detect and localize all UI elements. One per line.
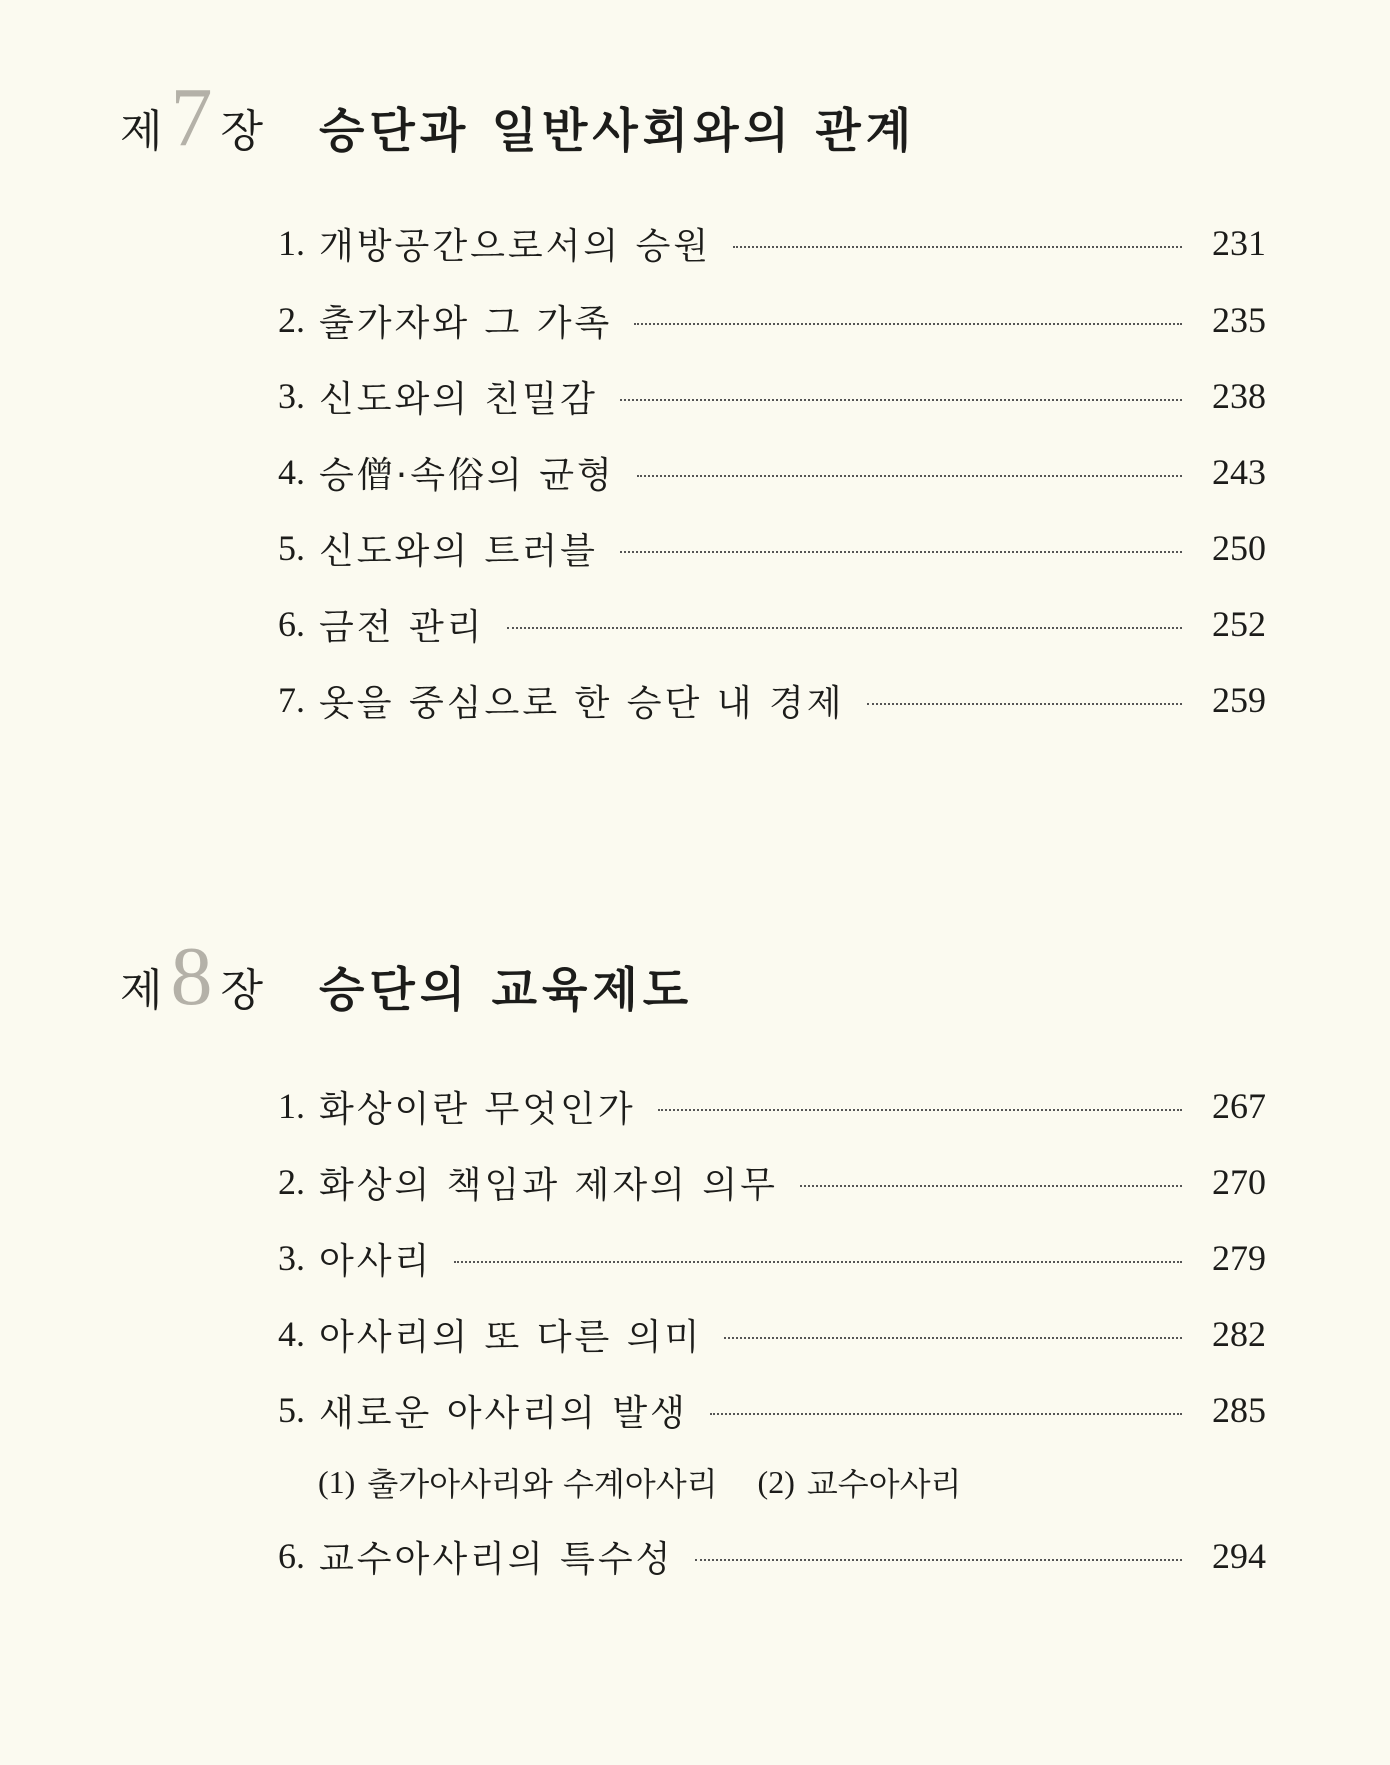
chapter-suffix: 장: [220, 965, 264, 1016]
entry-page: 238: [1212, 376, 1266, 416]
entry-title: 출가자와 그 가족: [319, 302, 613, 344]
entry-page: 294: [1212, 1536, 1266, 1576]
entry-page: 250: [1212, 528, 1266, 568]
entry-page: 259: [1212, 680, 1266, 720]
entry-number: 5.: [278, 528, 305, 568]
toc-entry[interactable]: [278, 599, 1266, 649]
entry-number: 3.: [278, 376, 305, 416]
entry-title: 개방공간으로서의 승원: [319, 225, 712, 267]
toc-entry[interactable]: [278, 1157, 1266, 1207]
chapter-title: 승단의 교육제도: [319, 962, 694, 1018]
dot-leader: [733, 246, 1182, 248]
subentry-number: (1): [318, 1463, 356, 1500]
toc-entry[interactable]: [278, 218, 1266, 268]
toc-entry[interactable]: [278, 371, 1266, 421]
entry-page: 252: [1212, 604, 1266, 644]
dot-leader: [507, 627, 1182, 629]
entry-number: 1.: [278, 223, 305, 263]
dot-leader: [710, 1413, 1182, 1415]
toc-entry[interactable]: [278, 1531, 1266, 1581]
chapter-number: 8: [170, 930, 213, 1023]
subentry-title[interactable]: 출가아사리와 수계아사리: [367, 1465, 718, 1503]
chapter-prefix: 제: [120, 965, 163, 1016]
toc-entry[interactable]: [278, 1081, 1266, 1131]
entry-title: 아사리: [319, 1240, 433, 1282]
dot-leader: [695, 1559, 1182, 1561]
entry-page: 231: [1212, 223, 1266, 263]
dot-leader: [724, 1337, 1182, 1339]
toc-entry[interactable]: [278, 1309, 1266, 1359]
chapter-8-heading: [120, 931, 693, 1041]
dot-leader: [454, 1261, 1182, 1263]
entry-number: 4.: [278, 1314, 305, 1354]
entry-page: 243: [1212, 452, 1266, 492]
dot-leader: [800, 1185, 1182, 1187]
toc-entry[interactable]: [278, 1385, 1266, 1435]
entry-page: 235: [1212, 300, 1266, 340]
toc-entry[interactable]: [278, 447, 1266, 497]
entry-page: 267: [1212, 1086, 1266, 1126]
chapter-suffix: 장: [220, 106, 264, 157]
entry-number: 1.: [278, 1086, 305, 1126]
subentry-number: (2): [757, 1463, 795, 1500]
dot-leader: [637, 475, 1182, 477]
entry-number: 7.: [278, 680, 305, 720]
entry-title: 승僧·속俗의 균형: [319, 454, 615, 496]
entry-title: 새로운 아사리의 발생: [319, 1392, 688, 1434]
entry-title: 화상이란 무엇인가: [319, 1088, 636, 1130]
entry-number: 6.: [278, 604, 305, 644]
entry-number: 3.: [278, 1238, 305, 1278]
dot-leader: [634, 323, 1182, 325]
entry-title: 화상의 책임과 제자의 의무: [319, 1164, 778, 1206]
subentry-title[interactable]: 교수아사리: [806, 1465, 962, 1503]
entry-title: 신도와의 트러블: [319, 530, 598, 572]
entry-number: 4.: [278, 452, 305, 492]
toc-subentries: [318, 1458, 1001, 1506]
entry-number: 6.: [278, 1536, 305, 1576]
dot-leader: [620, 399, 1182, 401]
toc-entry[interactable]: [278, 1233, 1266, 1283]
chapter-title: 승단과 일반사회와의 관계: [319, 103, 917, 159]
entry-number: 2.: [278, 1162, 305, 1202]
chapter-prefix: 제: [120, 106, 163, 157]
entry-title: 아사리의 또 다른 의미: [319, 1316, 703, 1358]
dot-leader: [620, 551, 1182, 553]
entry-page: 285: [1212, 1390, 1266, 1430]
entry-page: 279: [1212, 1238, 1266, 1278]
entry-title: 옷을 중심으로 한 승단 내 경제: [319, 682, 845, 724]
entry-title: 교수아사리의 특수성: [319, 1538, 674, 1580]
chapter-7-heading: [120, 72, 916, 182]
chapter-number: 7: [170, 71, 213, 164]
entry-number: 5.: [278, 1390, 305, 1430]
toc-entry[interactable]: [278, 295, 1266, 345]
toc-entry[interactable]: [278, 675, 1266, 725]
entry-number: 2.: [278, 300, 305, 340]
entry-title: 금전 관리: [319, 606, 485, 648]
dot-leader: [658, 1109, 1182, 1111]
entry-title: 신도와의 친밀감: [319, 378, 598, 420]
entry-page: 282: [1212, 1314, 1266, 1354]
toc-entry[interactable]: [278, 523, 1266, 573]
entry-page: 270: [1212, 1162, 1266, 1202]
dot-leader: [867, 703, 1182, 705]
